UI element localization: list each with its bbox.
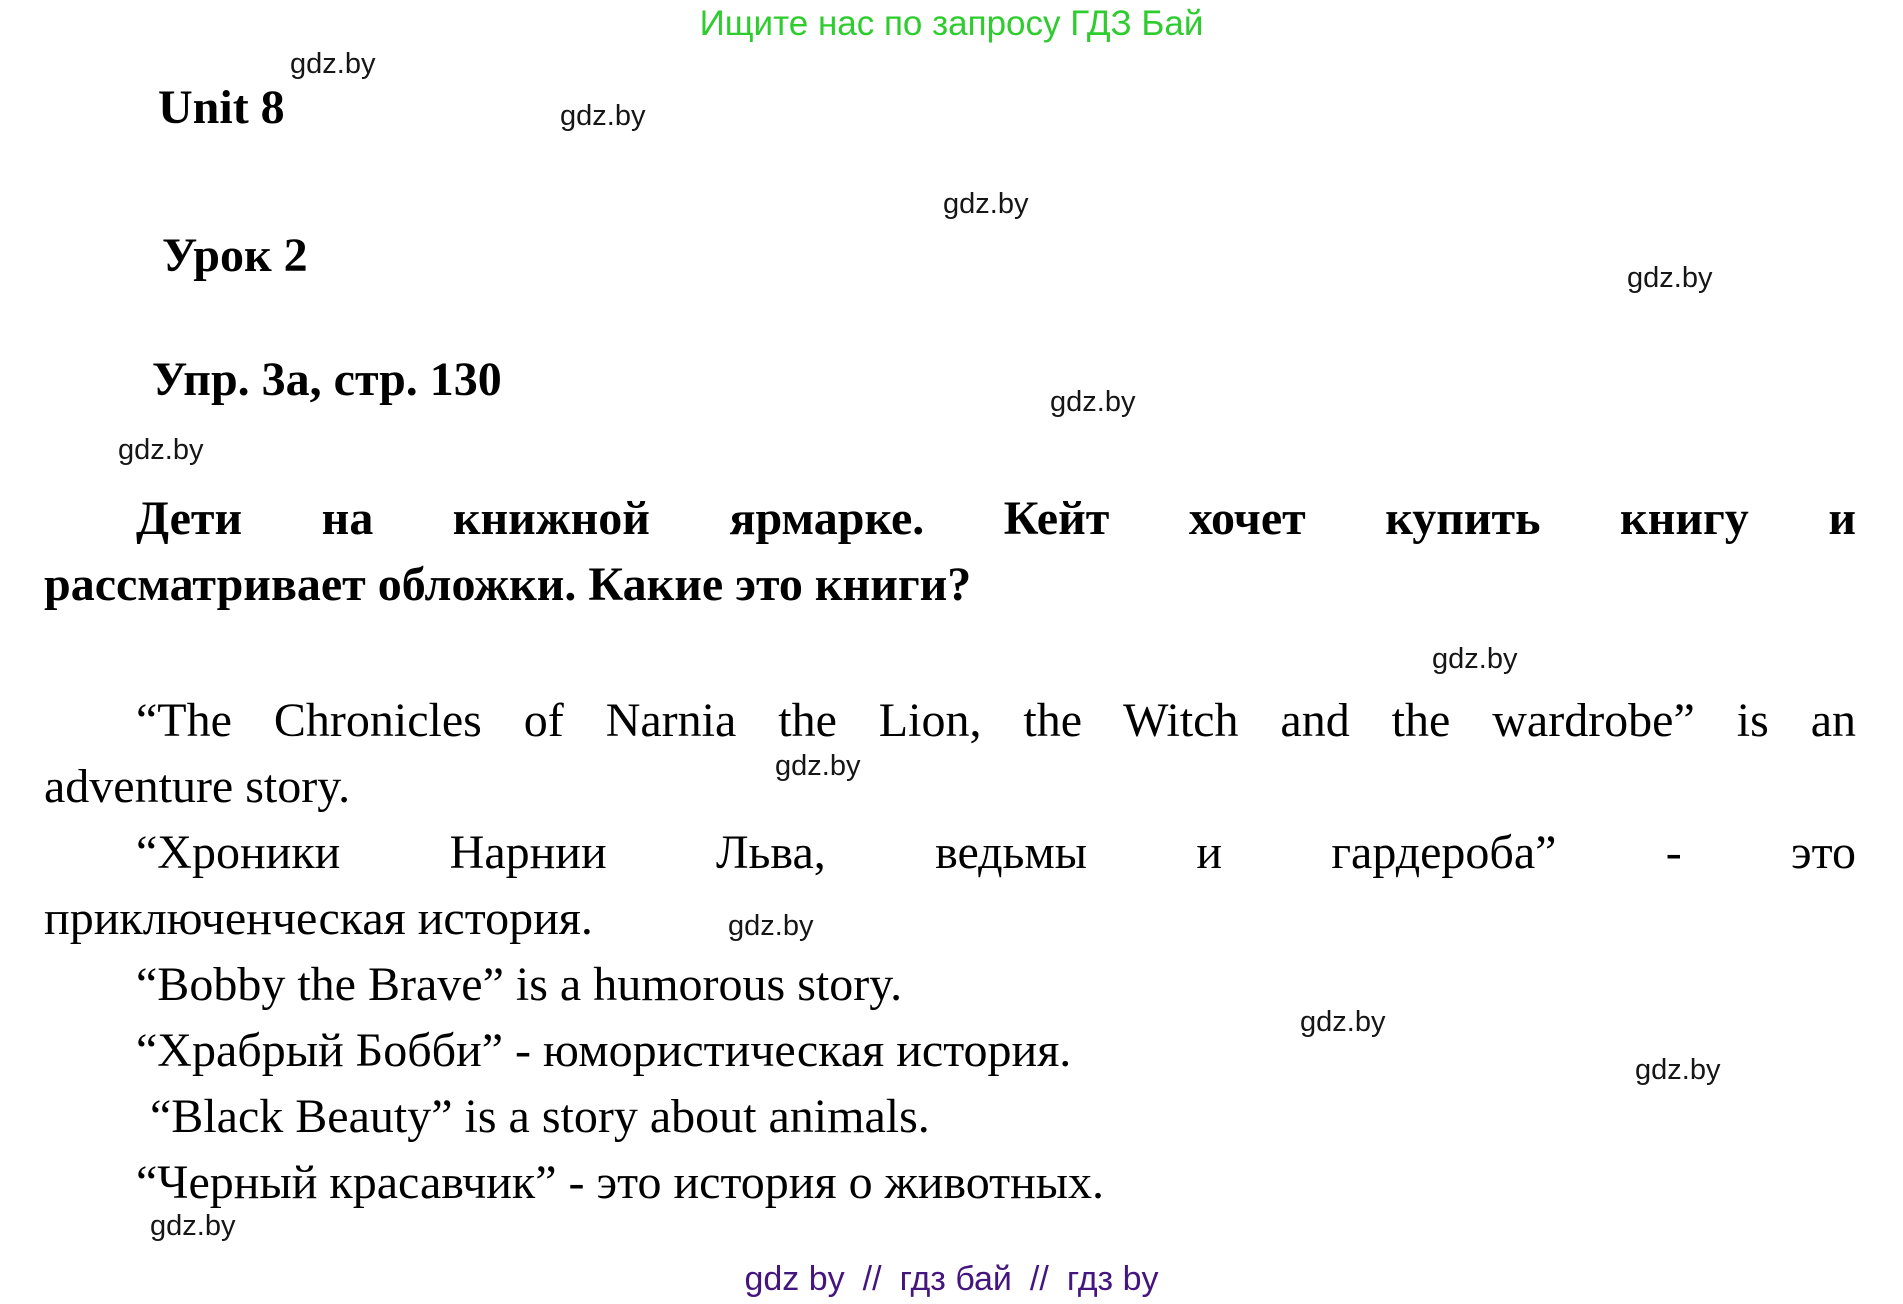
answer-body: [44, 486, 1856, 1216]
footer-links: [0, 1260, 1903, 1299]
promo-banner: Ищите нас по запросу ГДЗ Бай: [699, 4, 1204, 43]
unit-heading: Unit 8: [158, 81, 285, 134]
answer-ru3: “Черный красавчик” - это история о животных.: [136, 1156, 1105, 1209]
gdz-watermark: gdz.by: [1635, 1054, 1721, 1086]
task-text-line-1: Дети на книжной ярмарке. Кейт хочет купить книгу и: [136, 492, 1856, 545]
gdz-watermark: gdz.by: [1050, 386, 1136, 418]
answer-en1-line-1: “The Chronicles of Narnia the Lion, the Witch and the wardrobe” is an: [136, 694, 1856, 747]
gdz-watermark: gdz.by: [1300, 1006, 1386, 1038]
footer-link-gdz-by[interactable]: gdz by: [744, 1260, 845, 1298]
answer-ru1-line-1: “Хроники Нарнии Льва, ведьмы и гардероба” - это: [136, 826, 1856, 879]
footer-separator: //: [862, 1260, 882, 1298]
gdz-watermark: gdz.by: [118, 434, 204, 466]
footer-separator: //: [1029, 1260, 1049, 1298]
lesson-heading: Урок 2: [162, 229, 308, 282]
gdz-watermark: gdz.by: [775, 750, 861, 782]
paragraph-spacer: [44, 618, 1856, 688]
answer-ru2: “Храбрый Бобби” - юмористическая история.: [136, 1024, 1072, 1077]
gdz-watermark: gdz.by: [150, 1210, 236, 1242]
answer-en2: “Bobby the Brave” is a humorous story.: [136, 958, 903, 1011]
gdz-watermark: gdz.by: [290, 48, 376, 80]
answer-ru1-line-2: приключенческая история.: [44, 892, 593, 945]
answer-en1-line-2: adventure story.: [44, 760, 351, 813]
footer-link-gdz-by-2[interactable]: гдз by: [1066, 1260, 1159, 1298]
gdz-watermark: gdz.by: [728, 910, 814, 942]
gdz-watermark: gdz.by: [560, 100, 646, 132]
gdz-watermark: gdz.by: [1432, 643, 1518, 675]
gdz-watermark: gdz.by: [943, 188, 1029, 220]
footer-link-gdz-bai[interactable]: гдз бай: [899, 1260, 1012, 1298]
exercise-heading: Упр. 3а, стр. 130: [152, 353, 502, 406]
gdz-watermark: gdz.by: [1627, 262, 1713, 294]
task-text-line-2: рассматривает обложки. Какие это книги?: [44, 558, 972, 611]
answer-en3: “Black Beauty” is a story about animals.: [150, 1090, 930, 1143]
